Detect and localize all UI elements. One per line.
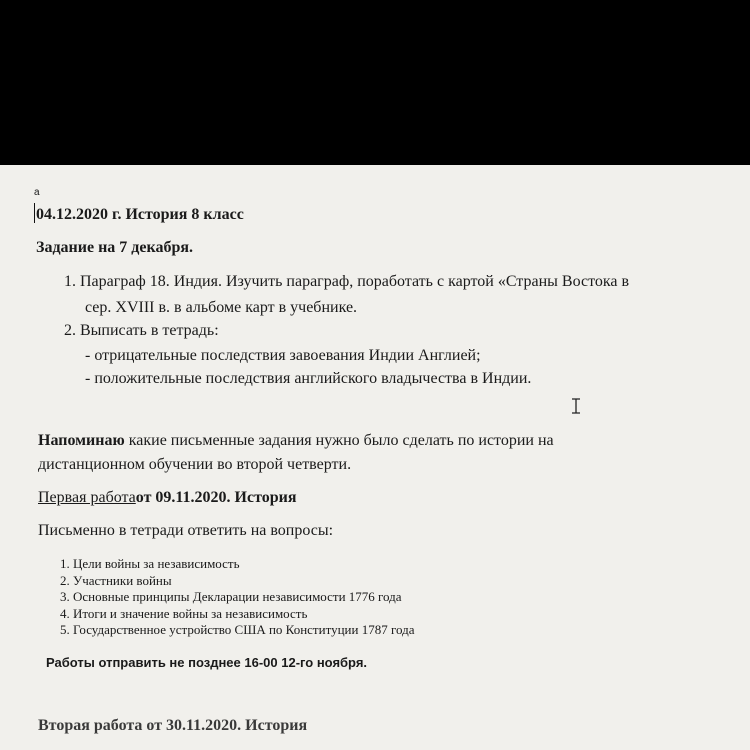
text-cursor bbox=[34, 203, 35, 223]
corner-letter: а bbox=[34, 187, 40, 198]
task-item-2-sub-2: - положительные последствия английского владычества в Индии. bbox=[85, 370, 532, 387]
date-title: 04.12.2020 г. История 8 класс bbox=[36, 206, 244, 223]
first-work-instruction: Письменно в тетради ответить на вопросы: bbox=[38, 522, 334, 539]
text-ibeam-cursor-icon bbox=[570, 398, 582, 414]
deadline-note: Работы отправить не позднее 16-00 12-го ноября. bbox=[46, 655, 368, 670]
task-item-2-sub-1: - отрицательные последствия завоевания Индии Англией; bbox=[85, 347, 481, 364]
question-item: 4. Итоги и значение войны за независимость bbox=[60, 606, 308, 621]
reminder-rest: какие письменные задания нужно было сделать по истории на bbox=[124, 432, 554, 449]
first-work-suffix: от 09.11.2020. История bbox=[135, 489, 297, 506]
first-work-link[interactable]: Первая работа bbox=[38, 489, 136, 506]
first-work-heading bbox=[38, 489, 297, 507]
document-page bbox=[0, 165, 750, 750]
reminder-bold: Напоминаю bbox=[38, 432, 125, 449]
task-item-1-line-2: сер. XVIII в. в альбоме карт в учебнике. bbox=[85, 299, 358, 316]
task-title: Задание на 7 декабря. bbox=[36, 239, 194, 256]
question-item: 5. Государственное устройство США по Конституции 1787 года bbox=[60, 622, 415, 637]
task-item-1-line-1: 1. Параграф 18. Индия. Изучить параграф, поработать с картой «Страны Востока в bbox=[64, 273, 630, 290]
question-item: 1. Цели войны за независимость bbox=[60, 556, 240, 571]
reminder-line-2: дистанционном обучении во второй четверти. bbox=[38, 456, 352, 473]
task-item-2-line-1: 2. Выписать в тетрадь: bbox=[64, 322, 219, 339]
question-item: 2. Участники войны bbox=[60, 573, 172, 588]
second-work-heading-cutoff: Вторая работа от 30.11.2020. История bbox=[38, 717, 308, 734]
question-item: 3. Основные принципы Декларации независимости 1776 года bbox=[60, 589, 402, 604]
reminder-line-1 bbox=[38, 432, 554, 450]
